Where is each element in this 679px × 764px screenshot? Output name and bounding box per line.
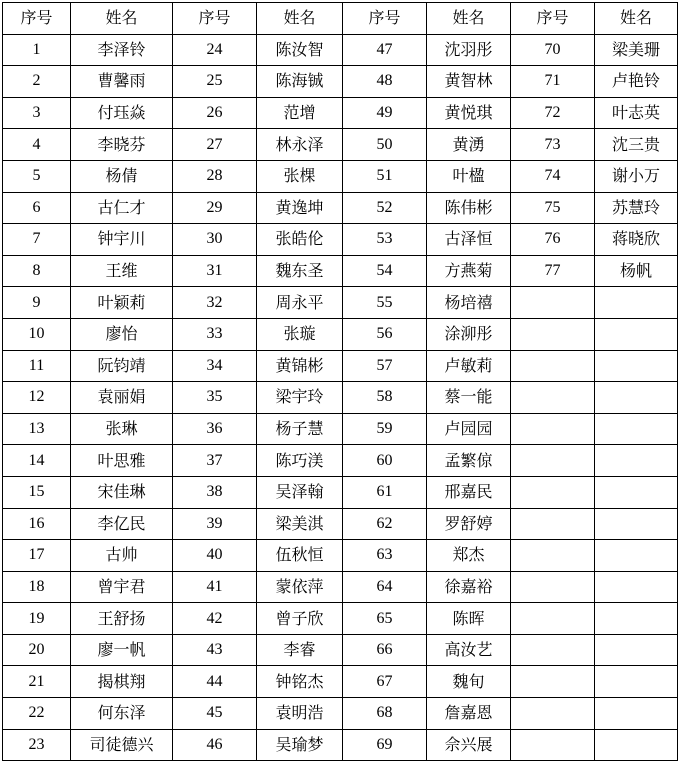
serial-number-cell (511, 666, 595, 698)
serial-number-cell: 32 (173, 287, 257, 319)
student-name-cell: 张棵 (257, 160, 343, 192)
serial-number-cell: 73 (511, 129, 595, 161)
student-name-cell (595, 634, 678, 666)
serial-number-cell: 20 (3, 634, 71, 666)
table-row (3, 224, 678, 256)
serial-number-cell (511, 508, 595, 540)
student-name-cell: 詹嘉恩 (427, 698, 511, 730)
student-name-cell: 李泽铃 (71, 34, 173, 66)
serial-number-cell: 67 (343, 666, 427, 698)
serial-number-cell: 53 (343, 224, 427, 256)
student-name-cell: 高汝艺 (427, 634, 511, 666)
table-row (3, 729, 678, 761)
serial-number-cell: 11 (3, 350, 71, 382)
serial-number-cell: 74 (511, 160, 595, 192)
student-name-cell (595, 445, 678, 477)
serial-number-cell: 44 (173, 666, 257, 698)
serial-number-cell: 55 (343, 287, 427, 319)
serial-number-cell (511, 698, 595, 730)
student-name-cell: 张琳 (71, 413, 173, 445)
student-name-cell: 付珏焱 (71, 97, 173, 129)
serial-number-cell: 16 (3, 508, 71, 540)
serial-number-cell: 71 (511, 66, 595, 98)
table-row (3, 350, 678, 382)
header-cell-serial: 序号 (511, 3, 595, 35)
student-name-cell (595, 350, 678, 382)
student-name-cell: 卢敏莉 (427, 350, 511, 382)
student-name-cell: 魏旬 (427, 666, 511, 698)
student-name-cell (595, 287, 678, 319)
serial-number-cell: 19 (3, 603, 71, 635)
student-name-cell: 杨子慧 (257, 413, 343, 445)
student-name-cell: 蔡一能 (427, 382, 511, 414)
serial-number-cell: 69 (343, 729, 427, 761)
serial-number-cell: 37 (173, 445, 257, 477)
serial-number-cell: 10 (3, 318, 71, 350)
student-name-cell: 陈伟彬 (427, 192, 511, 224)
student-name-cell: 陈巧渼 (257, 445, 343, 477)
student-name-cell: 涂泖彤 (427, 318, 511, 350)
student-name-cell: 叶颖莉 (71, 287, 173, 319)
student-name-cell: 魏东圣 (257, 255, 343, 287)
student-name-cell: 司徒德兴 (71, 729, 173, 761)
table-row (3, 666, 678, 698)
serial-number-cell: 7 (3, 224, 71, 256)
roster-table (2, 2, 678, 761)
roster-body (3, 34, 678, 761)
serial-number-cell: 47 (343, 34, 427, 66)
serial-number-cell: 4 (3, 129, 71, 161)
serial-number-cell: 62 (343, 508, 427, 540)
serial-number-cell: 22 (3, 698, 71, 730)
table-row (3, 129, 678, 161)
student-name-cell (595, 413, 678, 445)
header-cell-name: 姓名 (71, 3, 173, 35)
student-name-cell (595, 666, 678, 698)
student-name-cell: 李晓芬 (71, 129, 173, 161)
table-row (3, 382, 678, 414)
table-row (3, 634, 678, 666)
student-name-cell (595, 729, 678, 761)
student-name-cell: 黄锦彬 (257, 350, 343, 382)
student-name-cell: 叶楹 (427, 160, 511, 192)
student-name-cell: 宋佳琳 (71, 476, 173, 508)
student-name-cell: 古泽恒 (427, 224, 511, 256)
serial-number-cell: 66 (343, 634, 427, 666)
serial-number-cell: 29 (173, 192, 257, 224)
student-name-cell: 罗舒婷 (427, 508, 511, 540)
student-name-cell: 叶思雅 (71, 445, 173, 477)
serial-number-cell: 45 (173, 698, 257, 730)
header-cell-serial: 序号 (343, 3, 427, 35)
serial-number-cell: 3 (3, 97, 71, 129)
student-name-cell: 孟繁倞 (427, 445, 511, 477)
serial-number-cell: 61 (343, 476, 427, 508)
serial-number-cell: 30 (173, 224, 257, 256)
header-cell-name: 姓名 (427, 3, 511, 35)
student-name-cell: 古仁才 (71, 192, 173, 224)
student-name-cell: 曹馨雨 (71, 66, 173, 98)
student-name-cell: 黄智林 (427, 66, 511, 98)
student-name-cell: 谢小万 (595, 160, 678, 192)
serial-number-cell: 31 (173, 255, 257, 287)
serial-number-cell: 58 (343, 382, 427, 414)
student-name-cell: 陈海铖 (257, 66, 343, 98)
student-name-cell: 张皓伦 (257, 224, 343, 256)
student-name-cell: 叶志英 (595, 97, 678, 129)
student-name-cell: 何东泽 (71, 698, 173, 730)
student-name-cell: 钟铭杰 (257, 666, 343, 698)
serial-number-cell: 50 (343, 129, 427, 161)
student-name-cell: 陈汝智 (257, 34, 343, 66)
table-row (3, 413, 678, 445)
serial-number-cell: 28 (173, 160, 257, 192)
student-name-cell (595, 382, 678, 414)
serial-number-cell (511, 729, 595, 761)
serial-number-cell (511, 287, 595, 319)
student-name-cell: 周永平 (257, 287, 343, 319)
student-name-cell: 卢园园 (427, 413, 511, 445)
serial-number-cell: 23 (3, 729, 71, 761)
student-name-cell: 袁丽娟 (71, 382, 173, 414)
student-name-cell: 廖一帆 (71, 634, 173, 666)
student-name-cell (595, 476, 678, 508)
serial-number-cell: 46 (173, 729, 257, 761)
student-name-cell: 古帅 (71, 540, 173, 572)
table-row (3, 318, 678, 350)
serial-number-cell (511, 634, 595, 666)
serial-number-cell: 25 (173, 66, 257, 98)
student-name-cell: 徐嘉裕 (427, 571, 511, 603)
student-name-cell: 阮钧靖 (71, 350, 173, 382)
serial-number-cell: 52 (343, 192, 427, 224)
student-name-cell: 梁美淇 (257, 508, 343, 540)
student-name-cell: 佘兴展 (427, 729, 511, 761)
table-row (3, 445, 678, 477)
header-cell-serial: 序号 (173, 3, 257, 35)
serial-number-cell: 8 (3, 255, 71, 287)
student-name-cell: 曾宇君 (71, 571, 173, 603)
serial-number-cell: 63 (343, 540, 427, 572)
serial-number-cell (511, 382, 595, 414)
serial-number-cell: 72 (511, 97, 595, 129)
serial-number-cell (511, 350, 595, 382)
serial-number-cell: 24 (173, 34, 257, 66)
serial-number-cell: 60 (343, 445, 427, 477)
student-name-cell (595, 540, 678, 572)
serial-number-cell: 48 (343, 66, 427, 98)
serial-number-cell: 70 (511, 34, 595, 66)
serial-number-cell: 43 (173, 634, 257, 666)
serial-number-cell: 64 (343, 571, 427, 603)
serial-number-cell: 39 (173, 508, 257, 540)
student-name-cell: 杨帆 (595, 255, 678, 287)
serial-number-cell: 40 (173, 540, 257, 572)
table-row (3, 255, 678, 287)
student-name-cell (595, 571, 678, 603)
student-name-cell: 沈三贵 (595, 129, 678, 161)
student-name-cell: 范增 (257, 97, 343, 129)
table-row (3, 571, 678, 603)
serial-number-cell: 33 (173, 318, 257, 350)
student-name-cell: 王维 (71, 255, 173, 287)
serial-number-cell: 12 (3, 382, 71, 414)
serial-number-cell: 15 (3, 476, 71, 508)
serial-number-cell: 26 (173, 97, 257, 129)
table-row (3, 540, 678, 572)
serial-number-cell (511, 603, 595, 635)
serial-number-cell (511, 445, 595, 477)
serial-number-cell: 77 (511, 255, 595, 287)
student-name-cell: 杨倩 (71, 160, 173, 192)
student-name-cell (595, 318, 678, 350)
serial-number-cell: 34 (173, 350, 257, 382)
serial-number-cell: 57 (343, 350, 427, 382)
student-name-cell: 邢嘉民 (427, 476, 511, 508)
serial-number-cell: 13 (3, 413, 71, 445)
student-name-cell: 李亿民 (71, 508, 173, 540)
student-name-cell: 梁宇玲 (257, 382, 343, 414)
serial-number-cell: 21 (3, 666, 71, 698)
serial-number-cell (511, 476, 595, 508)
serial-number-cell: 6 (3, 192, 71, 224)
student-name-cell: 方燕菊 (427, 255, 511, 287)
serial-number-cell: 59 (343, 413, 427, 445)
student-name-cell: 蒋晓欣 (595, 224, 678, 256)
serial-number-cell: 18 (3, 571, 71, 603)
student-name-cell: 王舒扬 (71, 603, 173, 635)
table-row (3, 97, 678, 129)
serial-number-cell (511, 540, 595, 572)
table-row (3, 476, 678, 508)
serial-number-cell (511, 413, 595, 445)
serial-number-cell: 41 (173, 571, 257, 603)
serial-number-cell: 42 (173, 603, 257, 635)
table-row (3, 287, 678, 319)
serial-number-cell: 54 (343, 255, 427, 287)
student-name-cell: 张璇 (257, 318, 343, 350)
student-name-cell: 卢艳铃 (595, 66, 678, 98)
header-row (3, 3, 678, 35)
student-name-cell: 杨培禧 (427, 287, 511, 319)
student-name-cell: 沈羽彤 (427, 34, 511, 66)
serial-number-cell: 51 (343, 160, 427, 192)
serial-number-cell: 68 (343, 698, 427, 730)
student-name-cell: 李睿 (257, 634, 343, 666)
serial-number-cell: 36 (173, 413, 257, 445)
serial-number-cell: 38 (173, 476, 257, 508)
serial-number-cell: 17 (3, 540, 71, 572)
student-name-cell: 吴瑜梦 (257, 729, 343, 761)
student-name-cell: 曾子欣 (257, 603, 343, 635)
student-name-cell: 苏慧玲 (595, 192, 678, 224)
serial-number-cell: 35 (173, 382, 257, 414)
student-name-cell: 揭棋翔 (71, 666, 173, 698)
serial-number-cell: 2 (3, 66, 71, 98)
header-cell-serial: 序号 (3, 3, 71, 35)
student-name-cell: 黄湧 (427, 129, 511, 161)
table-row (3, 603, 678, 635)
serial-number-cell: 5 (3, 160, 71, 192)
student-name-cell: 梁美珊 (595, 34, 678, 66)
serial-number-cell (511, 571, 595, 603)
serial-number-cell: 14 (3, 445, 71, 477)
student-name-cell: 伍秋恒 (257, 540, 343, 572)
serial-number-cell: 49 (343, 97, 427, 129)
header-cell-name: 姓名 (257, 3, 343, 35)
student-name-cell: 袁明浩 (257, 698, 343, 730)
student-name-cell: 陈晖 (427, 603, 511, 635)
serial-number-cell: 76 (511, 224, 595, 256)
serial-number-cell: 75 (511, 192, 595, 224)
student-name-cell: 蒙依萍 (257, 571, 343, 603)
student-name-cell: 钟宇川 (71, 224, 173, 256)
student-name-cell (595, 698, 678, 730)
serial-number-cell: 56 (343, 318, 427, 350)
serial-number-cell (511, 318, 595, 350)
student-name-cell (595, 603, 678, 635)
table-row (3, 698, 678, 730)
serial-number-cell: 1 (3, 34, 71, 66)
table-row (3, 34, 678, 66)
table-row (3, 160, 678, 192)
student-name-cell: 黄逸坤 (257, 192, 343, 224)
student-name-cell: 郑杰 (427, 540, 511, 572)
header-cell-name: 姓名 (595, 3, 678, 35)
student-name-cell: 林永泽 (257, 129, 343, 161)
student-name-cell: 廖怡 (71, 318, 173, 350)
student-name-cell (595, 508, 678, 540)
serial-number-cell: 27 (173, 129, 257, 161)
serial-number-cell: 65 (343, 603, 427, 635)
table-row (3, 66, 678, 98)
table-row (3, 192, 678, 224)
student-name-cell: 吴泽翰 (257, 476, 343, 508)
student-name-cell: 黄悦琪 (427, 97, 511, 129)
serial-number-cell: 9 (3, 287, 71, 319)
table-row (3, 508, 678, 540)
